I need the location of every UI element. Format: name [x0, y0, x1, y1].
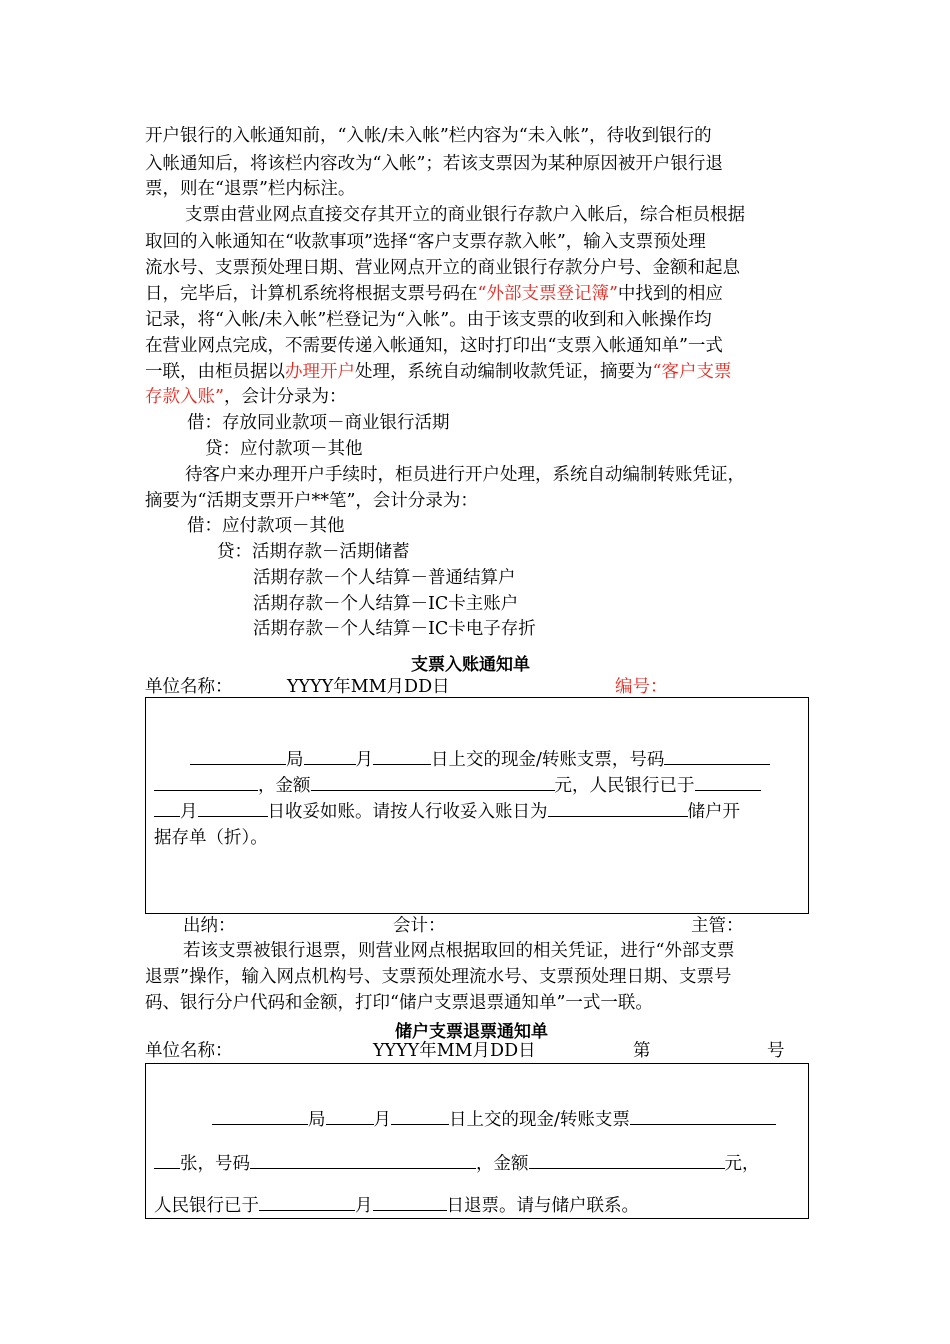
blank-field[interactable] — [259, 1194, 355, 1211]
paragraph-line: 记录，将“入帐/未入帐”栏登记为“入帐”。由于该支票的收到和入帐操作均 — [145, 310, 712, 330]
text-segment: 日退票。请与储户联系。 — [446, 1196, 639, 1216]
paragraph-line: 取回的入帐通知在“收款事项”选择“客户支票存款入帐”，输入支票预处理 — [145, 232, 706, 252]
text-segment: 局 — [286, 750, 304, 770]
highlighted-term: “客户支票 — [652, 362, 732, 382]
paragraph-line: 入帐通知后，将该栏内容改为“入帐”；若该支票因为某种原因被开户银行退 — [145, 154, 723, 174]
blank-field[interactable] — [154, 800, 180, 817]
blank-field[interactable] — [630, 1108, 776, 1125]
blank-field[interactable] — [326, 1108, 374, 1125]
highlighted-term: 办理开户 — [285, 362, 355, 382]
highlighted-term: “外部支票登记簿” — [477, 284, 618, 304]
supervisor-label: 主管： — [691, 916, 744, 936]
text-segment: 月 — [180, 802, 198, 822]
text-segment: ，金额 — [258, 776, 311, 796]
text-segment: 日上交的现金/转账支票，号码 — [431, 750, 665, 770]
text-segment: 日上交的现金/转账支票 — [449, 1110, 630, 1130]
blank-field[interactable] — [212, 1108, 308, 1125]
text-segment: 日，完毕后，计算机系统将根据支票号码在 — [145, 284, 478, 304]
blank-field[interactable] — [373, 748, 431, 765]
form-text-line — [146, 1194, 639, 1219]
text-segment: 局 — [308, 1110, 326, 1130]
form-text-line — [146, 748, 770, 773]
accountant-label: 会计： — [393, 916, 446, 936]
paragraph-line: 码、银行分户代码和金额，打印“储户支票退票通知单”一式一联。 — [145, 993, 653, 1013]
serial-suffix: 号 — [767, 1041, 785, 1061]
text-segment: 日收妥如账。请按人行收妥入账日为 — [267, 802, 548, 822]
number-label: 编号： — [615, 677, 668, 697]
form-text-line — [146, 774, 761, 799]
form-text-line — [146, 1152, 760, 1177]
paragraph-line — [145, 282, 723, 307]
blank-field[interactable] — [695, 774, 761, 791]
paragraph-line: 退票”操作，输入网点机构号、支票预处理流水号、支票预处理日期、支票号 — [145, 967, 732, 987]
refund-notice-box — [145, 1063, 809, 1219]
blank-field[interactable] — [198, 800, 268, 817]
credit-entry: 活期存款－个人结算－普通结算户 — [253, 568, 516, 588]
credit-entry: 贷：活期存款－活期储蓄 — [217, 542, 410, 562]
blank-field[interactable] — [154, 1152, 180, 1169]
paragraph-line: 流水号、支票预处理日期、营业网点开立的商业银行存款分户号、金额和起息 — [145, 258, 740, 278]
debit-entry: 借：应付款项－其他 — [187, 516, 345, 536]
blank-field[interactable] — [391, 1108, 449, 1125]
text-segment: 月 — [373, 1110, 391, 1130]
text-segment: 月 — [355, 1196, 373, 1216]
credit-entry: 活期存款－个人结算－IC卡电子存折 — [253, 619, 536, 639]
form-title: 支票入账通知单 — [411, 655, 530, 675]
debit-entry: 借：存放同业款项－商业银行活期 — [187, 413, 450, 433]
text-segment: 储户开 — [687, 802, 740, 822]
text-segment: 中找到的相应 — [617, 284, 723, 304]
text-segment: 元，人民银行已于 — [554, 776, 695, 796]
text-segment: 人民银行已于 — [154, 1196, 259, 1216]
unit-label: 单位名称： — [145, 677, 233, 697]
blank-field[interactable] — [664, 748, 770, 765]
paragraph-line — [145, 360, 731, 385]
form-text-line — [146, 800, 740, 825]
cashier-label: 出纳： — [183, 916, 236, 936]
form-date: YYYY年MM月DD日 — [373, 1041, 536, 1061]
blank-field[interactable] — [154, 774, 258, 791]
text-segment: 月 — [355, 750, 373, 770]
blank-field[interactable] — [190, 748, 286, 765]
blank-field[interactable] — [548, 800, 688, 817]
unit-label: 单位名称： — [145, 1041, 233, 1061]
credit-entry: 贷：应付款项－其他 — [205, 439, 363, 459]
text-segment: 元， — [724, 1154, 760, 1174]
blank-field[interactable] — [250, 1152, 476, 1169]
paragraph-line: 票，则在“退票”栏内标注。 — [145, 179, 356, 199]
paragraph-line — [145, 385, 346, 410]
paragraph-line: 待客户来办理开户手续时，柜员进行开户处理，系统自动编制转账凭证， — [185, 465, 745, 485]
paragraph-line: 支票由营业网点直接交存其开立的商业银行存款户入帐后，综合柜员根据 — [185, 205, 745, 225]
text-segment: ，会计分录为： — [223, 387, 347, 407]
blank-field[interactable] — [304, 748, 356, 765]
form-text-line — [146, 1108, 776, 1133]
blank-field[interactable] — [529, 1152, 725, 1169]
paragraph-line: 摘要为“活期支票开户**笔”，会计分录为： — [145, 491, 478, 511]
text-segment: ，金额 — [476, 1154, 529, 1174]
text-segment: 处理，系统自动编制收款凭证，摘要为 — [355, 362, 653, 382]
form-title: 储户支票退票通知单 — [395, 1022, 548, 1042]
form-text-line: 据存单（折）。 — [154, 828, 268, 848]
text-segment: 一联，由柜员据以 — [145, 362, 285, 382]
paragraph-line: 若该支票被银行退票，则营业网点根据取回的相关凭证，进行“外部支票 — [183, 941, 735, 961]
blank-field[interactable] — [311, 774, 555, 791]
serial-prefix: 第 — [633, 1041, 651, 1061]
paragraph-line: 开户银行的入帐通知前，“入帐/未入帐”栏内容为“未入帐”，待收到银行的 — [145, 126, 712, 146]
text-segment: 张，号码 — [180, 1154, 250, 1174]
blank-field[interactable] — [373, 1194, 447, 1211]
notice-box — [145, 697, 809, 914]
credit-entry: 活期存款－个人结算－IC卡主账户 — [253, 594, 519, 614]
paragraph-line: 在营业网点完成，不需要传递入帐通知，这时打印出“支票入帐通知单”一式 — [145, 336, 723, 356]
highlighted-term: 存款入账” — [145, 387, 224, 407]
form-date: YYYY年MM月DD日 — [287, 677, 450, 697]
